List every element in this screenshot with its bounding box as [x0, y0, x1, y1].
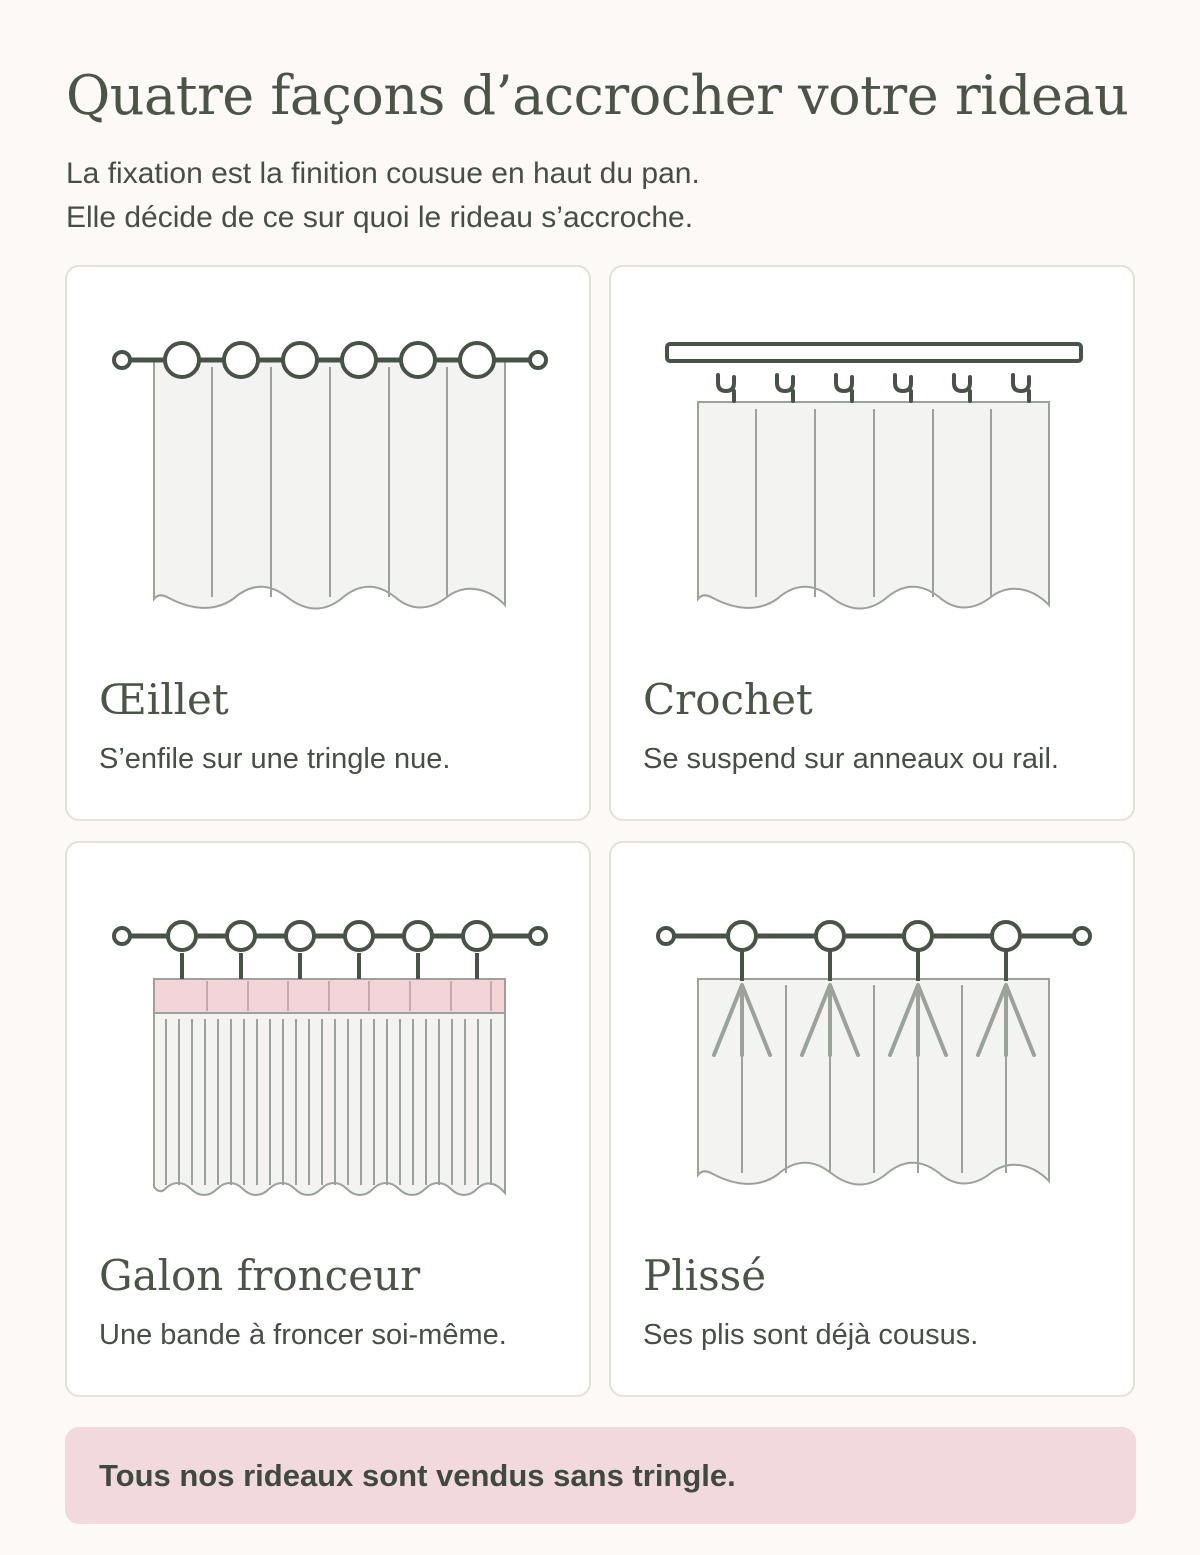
- hook-curtain-illustration: [611, 267, 1137, 667]
- card-title: Crochet: [643, 675, 813, 724]
- page-title: Quatre façons d’accrocher votre rideau: [66, 64, 1129, 127]
- subtitle-line-1: La fixation est la finition cousue en haut du pan.: [66, 157, 700, 190]
- rod-finial-left: [114, 928, 130, 944]
- rod-finial-left: [658, 928, 674, 944]
- card-description: Ses plis sont déjà cousus.: [643, 1319, 979, 1351]
- page-subtitle: [66, 152, 700, 240]
- hooks: [718, 375, 1029, 401]
- card-description: Une bande à froncer soi-même.: [99, 1319, 507, 1351]
- card-title: Œillet: [99, 675, 229, 724]
- rod-finial-right: [530, 928, 546, 944]
- gathering-tape-curtain-illustration: [67, 843, 593, 1243]
- ring-stems: [182, 953, 477, 979]
- rod-finial-right: [530, 352, 546, 368]
- grommet-curtain-illustration: [67, 267, 593, 667]
- rod-finial-left: [114, 352, 130, 368]
- curtain-rail: [667, 344, 1081, 361]
- notice-banner: [65, 1427, 1136, 1524]
- subtitle-line-2: Elle décide de ce sur quoi le rideau s’accroche.: [66, 201, 694, 234]
- notice-text: Tous nos rideaux sont vendus sans tringle.: [99, 1457, 736, 1493]
- card-crochet: [609, 265, 1135, 821]
- card-description: S’enfile sur une tringle nue.: [99, 743, 451, 775]
- card-description: Se suspend sur anneaux ou rail.: [643, 743, 1059, 775]
- rod-finial-right: [1074, 928, 1090, 944]
- card-title: Plissé: [643, 1251, 767, 1300]
- card-galon-fronceur: [65, 841, 591, 1397]
- card-oeillet: [65, 265, 591, 821]
- card-plisse: [609, 841, 1135, 1397]
- pleated-curtain-illustration: [611, 843, 1137, 1243]
- card-title: Galon fronceur: [99, 1251, 421, 1300]
- ring-stems: [742, 951, 1006, 981]
